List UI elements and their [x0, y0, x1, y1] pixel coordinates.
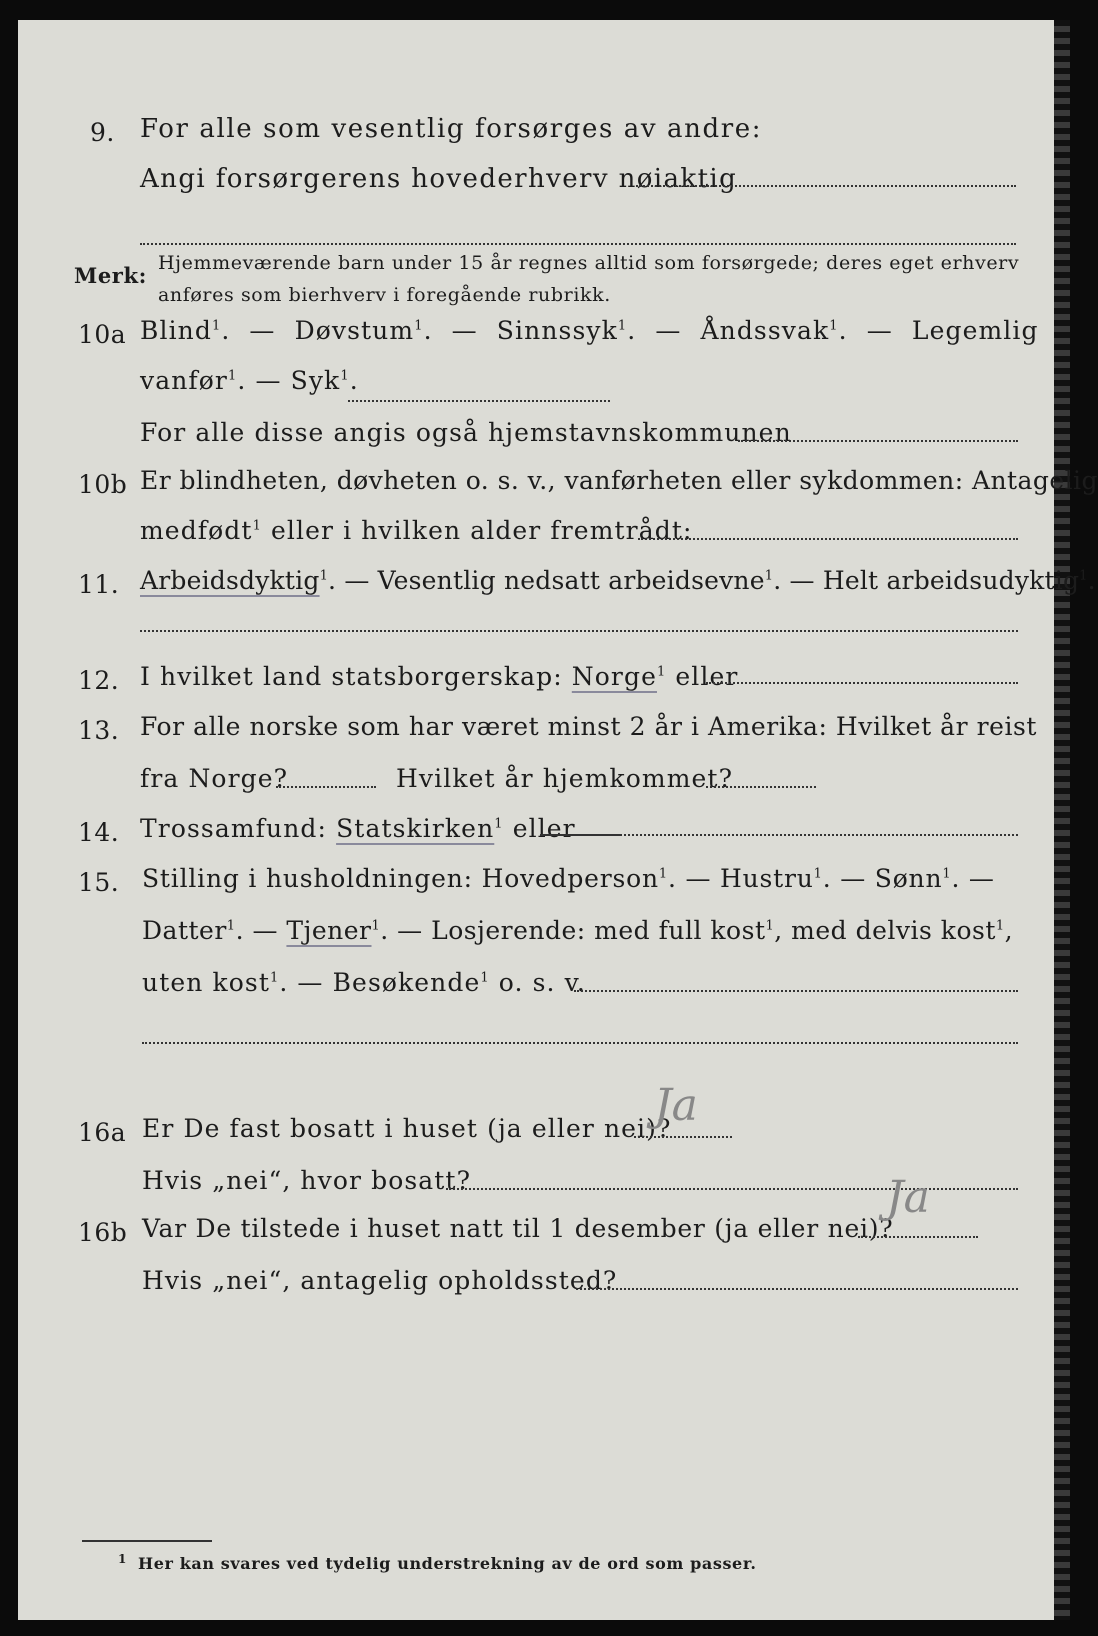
q15-answer-line-2[interactable]: [142, 1042, 1018, 1044]
q13-line2a: fra Norge?: [140, 764, 289, 793]
q16b-handwritten-answer: Ja: [886, 1172, 930, 1223]
q9-answer-line-2[interactable]: [140, 243, 1016, 245]
q10b-answer-line[interactable]: [638, 538, 1018, 540]
q16b-line1: Var De tilstede i huset natt til 1 desember (ja eller nei)?: [142, 1214, 894, 1243]
q9-line2: Angi forsørgerens hovederhverv nøiaktig: [140, 164, 738, 194]
q13-line2b: Hvilket år hjemkommet?: [396, 764, 734, 793]
q13-line1: For alle norske som har været minst 2 år i Amerika: Hvilket år reist: [140, 712, 1038, 741]
q13-number: 13.: [78, 716, 120, 745]
q14-answer-line[interactable]: [620, 834, 1018, 836]
merk-line1: Hjemmeværende barn under 15 år regnes alltid som forsørgede; deres eget erhverv: [158, 252, 1020, 274]
q10b-number: 10b: [78, 470, 128, 499]
q15-number: 15.: [78, 868, 120, 897]
merk-line2: anføres som bierhverv i foregående rubrikk.: [158, 284, 611, 306]
q10a-hjemstavn-line[interactable]: [738, 440, 1018, 442]
q10a-line3: For alle disse angis også hjemstavnskommunen: [140, 418, 792, 447]
q14-line: Trossamfund: Statskirken$^1$ eller: [140, 814, 576, 843]
merk-label: Merk:: [74, 263, 147, 288]
q16a-answer-line[interactable]: [634, 1136, 732, 1138]
q15-line2: Datter$^1$. — Tjener$^1$. — Losjerende: med full kost$^1$, med delvis kost$^1$,: [142, 916, 1014, 945]
q11-answer-line[interactable]: [140, 630, 1018, 632]
q16b-answer-line[interactable]: [858, 1236, 978, 1238]
q14-underline-stroke: [540, 834, 620, 836]
q10a-number: 10a: [78, 320, 127, 349]
q10b-line1: Er blindheten, døvheten o. s. v., vanførheten eller sykdommen: Antagelig: [140, 466, 1098, 495]
footnote-text: Her kan svares ved tydelig understrekning av de ord som passer.: [138, 1554, 757, 1573]
q11-line: Arbeidsdyktig$^1$. — Vesentlig nedsatt arbeidsevne$^1$. — Helt arbeidsudyktig$^1$.: [140, 566, 1096, 595]
q16b-number: 16b: [78, 1218, 128, 1247]
q11-number: 11.: [78, 570, 120, 599]
footnote-rule: [82, 1540, 212, 1542]
q10a-line1: Blind$^1$. — Døvstum$^1$. — Sinnssyk$^1$. — Åndssvak$^1$. — Legemlig: [140, 316, 1039, 345]
q10b-line2: medfødt$^1$ eller i hvilken alder fremtrådt:: [140, 516, 693, 545]
q13-reist-line[interactable]: [276, 786, 376, 788]
q10a-syk-line[interactable]: [348, 400, 610, 402]
q16a-line1: Er De fast bosatt i huset (ja eller nei)?: [142, 1114, 672, 1143]
q10a-line2: vanfør$^1$. — Syk$^1$.: [140, 366, 359, 395]
q9-line1: For alle som vesentlig forsørges av andre:: [140, 114, 763, 144]
q9-number: 9.: [90, 118, 115, 147]
q16b-opholdssted-line[interactable]: [576, 1288, 1018, 1290]
q9-answer-line[interactable]: [636, 185, 1016, 187]
page-edge: [1054, 20, 1070, 1620]
census-form-page: [18, 20, 1098, 1620]
q14-number: 14.: [78, 818, 120, 847]
q15-line1: Stilling i husholdningen: Hovedperson$^1$. — Hustru$^1$. — Sønn$^1$. —: [142, 864, 995, 893]
q16a-number: 16a: [78, 1118, 127, 1147]
q16a-handwritten-answer: Ja: [654, 1080, 698, 1131]
q15-line3: uten kost$^1$. — Besøkende$^1$ o. s. v.: [142, 968, 586, 997]
q12-number: 12.: [78, 666, 120, 695]
q13-hjemkommet-line[interactable]: [706, 786, 816, 788]
q15-answer-line[interactable]: [574, 990, 1018, 992]
q12-line: I hvilket land statsborgerskap: Norge$^1$ eller: [140, 662, 739, 691]
q16b-line2: Hvis „nei“, antagelig opholdssted?: [142, 1266, 618, 1295]
q16a-bosatt-line[interactable]: [446, 1188, 1018, 1190]
q12-answer-line[interactable]: [706, 682, 1018, 684]
q16a-line2: Hvis „nei“, hvor bosatt?: [142, 1166, 472, 1195]
footnote-mark: 1: [118, 1552, 127, 1566]
